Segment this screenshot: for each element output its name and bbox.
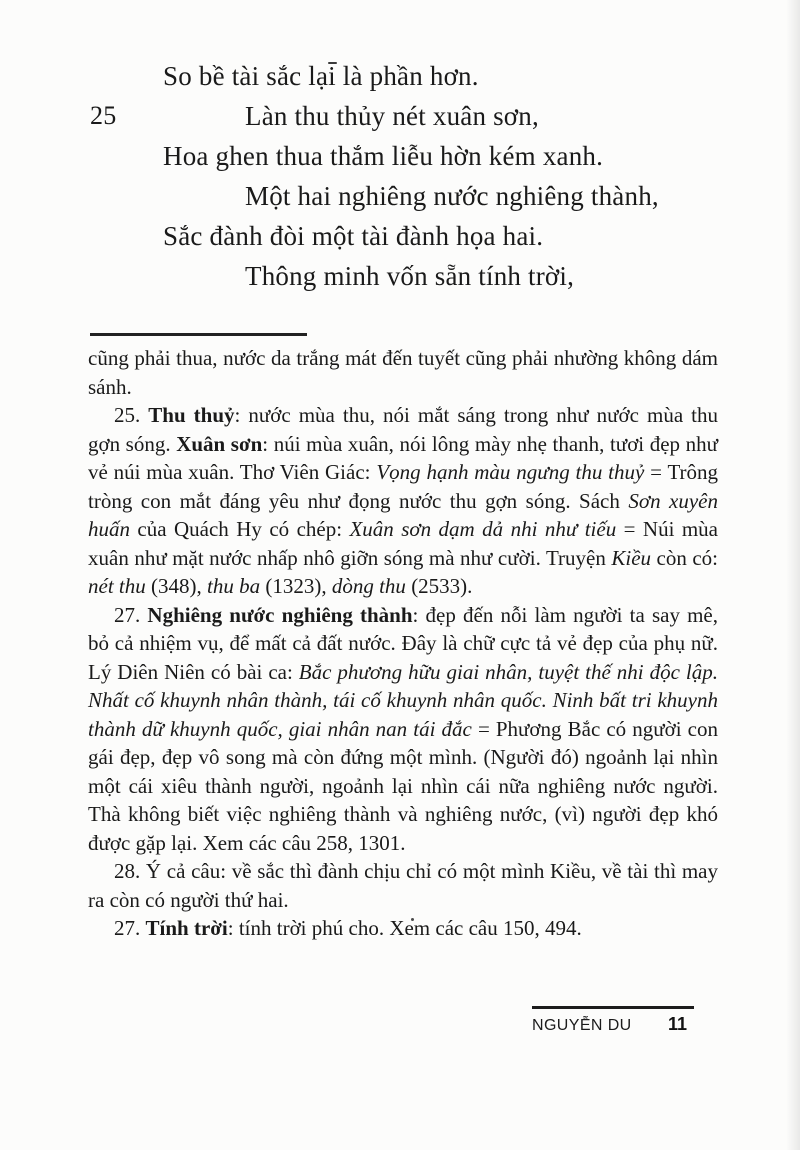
footnote-segment: nét thu bbox=[88, 574, 146, 598]
footnote-segment: : tính trời phú cho. Xem các câu 150, 494. bbox=[227, 916, 582, 940]
verse-line bbox=[88, 96, 718, 136]
footnote-paragraph bbox=[88, 857, 718, 914]
verse-text: Sắc đành đòi một tài đành họa hai. bbox=[163, 221, 544, 251]
footnote-segment: 28. Ý cả câu: về sắc thì đành chịu chỉ có một mình Kiều, về tài thì may ra còn có người thứ hai. bbox=[88, 859, 718, 912]
footnote-segment: Sơn xuyên huấn bbox=[88, 488, 719, 541]
footnote-paragraph bbox=[88, 914, 718, 943]
footnote-segment: còn có: bbox=[651, 545, 719, 570]
footnote-segment: : nước mùa thu, nói mắt sáng trong như nước mùa thu gợn sóng. bbox=[88, 403, 719, 456]
footnote-segment: (348), bbox=[145, 574, 207, 598]
footnote-segment: của Quách Hy có chép: bbox=[130, 517, 350, 541]
footnotes bbox=[88, 344, 718, 943]
footnote-segment: 27. bbox=[114, 602, 148, 627]
footnote-segment: cũng phải thua, nước da trắng mát đến tuyết cũng phải nhường không dám sánh. bbox=[88, 346, 718, 399]
footnote-segment: Tính trời bbox=[145, 916, 228, 940]
footnote-segment: Nghiêng nước nghiêng thành bbox=[147, 602, 413, 627]
verse-text: Hoa ghen thua thắm liễu hờn kém xanh. bbox=[163, 141, 604, 171]
verse-line bbox=[88, 176, 718, 216]
footnote-segment: = Trông tròng con mắt đáng yêu như đọng nước thu gợn sóng. Sách bbox=[88, 460, 719, 513]
footer-rule bbox=[532, 1006, 694, 1009]
footnote-segment: (2533). bbox=[405, 574, 473, 598]
footnote-segment: Xuân sơn bbox=[176, 431, 263, 456]
footnote-segment: Kiều bbox=[611, 545, 652, 570]
footnote-paragraph bbox=[88, 344, 718, 401]
verse-block bbox=[88, 0, 718, 296]
footnote-segment: Bắc phương hữu giai nhân, tuyệt thế nhi độc lập. Nhất cố khuynh nhân thành, tái cố khuynh nhân quốc. Ninh bất tri khuynh thành dữ khuynh quốc, giai nhân nan tái đắc bbox=[88, 659, 718, 741]
verse-text: Thông minh vốn sẵn tính trời, bbox=[245, 261, 575, 291]
footnote-segment: : đẹp đến nỗi làm người ta say mê, bỏ cả nhiệm vụ, để mất cả đất nước. Đây là chữ cực tả vẻ đẹp của phụ nữ. Lý Diên Niên có bài ca: bbox=[88, 602, 719, 684]
footnote-segment: dòng thu bbox=[331, 574, 406, 598]
page-number: 11 bbox=[667, 1014, 687, 1034]
footnote-segment: Xuân sơn dạm dả nhi như tiếu bbox=[349, 517, 617, 541]
footnote-segment: thu ba bbox=[207, 574, 261, 598]
footnote-paragraph bbox=[88, 401, 718, 601]
author-name: NGUYỄN DU bbox=[532, 1017, 632, 1034]
verse-text: Một hai nghiêng nước nghiêng thành, bbox=[245, 181, 659, 211]
footnote-segment: Thu thuỷ bbox=[148, 403, 235, 427]
footnote-segment: (1323), bbox=[260, 574, 332, 598]
footer-row bbox=[532, 1014, 694, 1035]
footnote-segment: : núi mùa xuân, nói lông mày nhẹ thanh, tươi đẹp như vẻ núi mùa xuân. Thơ Viên Giác: bbox=[88, 431, 718, 484]
footnote-segment: = Phương Bắc có người con gái đẹp, đẹp vô song mà còn đứng một mình. (Người đó) ngoảnh lại nhìn một cái xiêu thành người, ngoảnh lại nhìn cái nữa nghiêng nước người. Thà không biết việc nghiêng thành và nghiêng nước, (vì) người đẹp khó được gặp lại. Xem các câu 258, 1301. bbox=[88, 716, 718, 855]
verse-text: Làn thu thủy nét xuân sơn, bbox=[245, 101, 539, 131]
page-content bbox=[88, 0, 718, 943]
verse-line bbox=[88, 136, 718, 176]
footnote-segment: 27. bbox=[114, 916, 146, 940]
verse-line bbox=[88, 56, 718, 96]
verse-text: So bề tài sắc lại là phần hơn. bbox=[163, 61, 479, 91]
footnote-segment: Vọng hạnh màu ngưng thu thuỷ bbox=[376, 460, 645, 484]
footnote-paragraph bbox=[88, 601, 718, 858]
verse-line bbox=[88, 216, 718, 256]
footnote-separator-rule bbox=[90, 333, 307, 336]
footnote-segment: 25. bbox=[114, 403, 149, 427]
page-footer bbox=[532, 1006, 694, 1035]
verse-line-number: 25 bbox=[90, 101, 117, 130]
footnote-segment: = Núi mùa xuân như mặt nước nhấp nhô giỡn sóng mà như cười. Truyện bbox=[88, 517, 719, 570]
verse-line bbox=[88, 256, 718, 296]
